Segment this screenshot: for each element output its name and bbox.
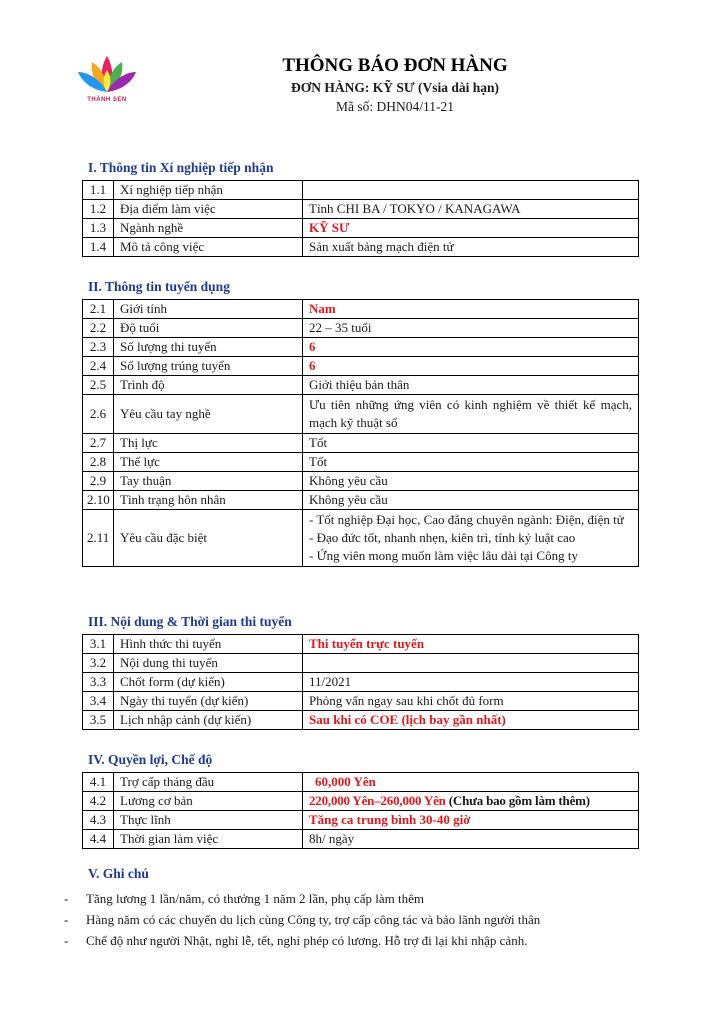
row-number: 2.2 <box>83 319 114 338</box>
row-value: Giới thiệu bản thân <box>303 376 639 395</box>
row-number: 1.2 <box>83 200 114 219</box>
list-item: - Tăng lương 1 lần/năm, có thưởng 1 năm 2 lần, phụ cấp làm thêm <box>64 891 424 906</box>
row-value <box>303 510 639 567</box>
row-label: Thực lĩnh <box>114 811 303 830</box>
salary-note: (Chưa bao gồm làm thêm) <box>448 793 590 808</box>
row-label: Hình thức thi tuyển <box>114 635 303 654</box>
requirement-line: - Tốt nghiệp Đại học, Cao đẳng chuyên ngành: Điện, điện tử <box>309 512 624 527</box>
table-row <box>83 491 639 510</box>
table-row <box>83 300 639 319</box>
row-label: Nội dung thi tuyển <box>114 654 303 673</box>
salary-range: 220,000 Yên–260,000 Yên <box>309 793 446 808</box>
table-row <box>83 319 639 338</box>
table-row <box>83 357 639 376</box>
row-value: Không yêu cầu <box>303 472 639 491</box>
row-number: 2.7 <box>83 434 114 453</box>
document-title: THÔNG BÁO ĐƠN HÀNG <box>282 55 508 76</box>
row-number: 2.9 <box>83 472 114 491</box>
document-code: Mã số: DHN04/11-21 <box>336 99 454 114</box>
row-number: 4.2 <box>83 792 114 811</box>
row-value: KỸ SƯ <box>303 219 639 238</box>
row-number: 2.11 <box>83 510 114 567</box>
row-value: Tăng ca trung bình 30-40 giờ <box>303 811 639 830</box>
section4-title: IV. Quyền lợi, Chế độ <box>88 752 213 767</box>
table-row <box>83 219 639 238</box>
section2-title: II. Thông tin tuyển dụng <box>88 279 230 294</box>
row-label: Trình độ <box>114 376 303 395</box>
row-value: 60,000 Yên <box>303 773 639 792</box>
row-label: Yêu cầu đặc biệt <box>114 510 303 567</box>
row-label: Xí nghiệp tiếp nhận <box>114 181 303 200</box>
row-number: 3.2 <box>83 654 114 673</box>
row-number: 3.4 <box>83 692 114 711</box>
row-number: 2.8 <box>83 453 114 472</box>
table-row <box>83 830 639 849</box>
table-row <box>83 673 639 692</box>
row-value: 22 – 35 tuổi <box>303 319 639 338</box>
row-label: Giới tính <box>114 300 303 319</box>
row-value: 6 <box>303 338 639 357</box>
row-number: 1.4 <box>83 238 114 257</box>
table-row <box>83 434 639 453</box>
row-value: Sản xuất bảng mạch điện tử <box>303 238 639 257</box>
note-text: Chế độ như người Nhật, nghỉ lễ, tết, nghỉ phép có lương. Hỗ trợ đi lại khi nhập cảnh. <box>86 933 528 948</box>
row-number: 2.4 <box>83 357 114 376</box>
requirement-line: - Ứng viên mong muốn làm việc lâu dài tại Công ty <box>309 548 578 563</box>
table-row <box>83 200 639 219</box>
row-value: 6 <box>303 357 639 376</box>
row-value: Thi tuyển trực tuyến <box>303 635 639 654</box>
row-value <box>303 181 639 200</box>
row-value: Ưu tiên những ứng viên có kinh nghiệm về thiết kế mạch, mạch kỹ thuật số <box>303 395 639 434</box>
section5-title: V. Ghi chú <box>88 866 149 881</box>
row-number: 4.4 <box>83 830 114 849</box>
table-row <box>83 510 639 567</box>
row-number: 2.1 <box>83 300 114 319</box>
table-row <box>83 395 639 434</box>
row-value <box>303 654 639 673</box>
table-row <box>83 792 639 811</box>
row-number: 4.1 <box>83 773 114 792</box>
table-row <box>83 773 639 792</box>
section1-table <box>82 180 639 257</box>
row-value <box>303 792 639 811</box>
section3-table <box>82 634 639 730</box>
row-number: 3.3 <box>83 673 114 692</box>
row-label: Tay thuận <box>114 472 303 491</box>
row-label: Thị lực <box>114 434 303 453</box>
row-label: Yêu cầu tay nghề <box>114 395 303 434</box>
section3-title: III. Nội dung & Thời gian thi tuyển <box>88 614 292 629</box>
list-item: - Hàng năm có các chuyến du lịch cùng Công ty, trợ cấp công tác và bảo lãnh người thân <box>64 912 541 927</box>
row-value: Nam <box>303 300 639 319</box>
table-row <box>83 181 639 200</box>
row-number: 2.10 <box>83 491 114 510</box>
table-row <box>83 811 639 830</box>
row-number: 2.5 <box>83 376 114 395</box>
section2-table <box>82 299 639 567</box>
row-number: 4.3 <box>83 811 114 830</box>
logo-text: THÀNH SEN <box>87 97 127 103</box>
row-number: 2.3 <box>83 338 114 357</box>
row-label: Tình trạng hôn nhân <box>114 491 303 510</box>
row-label: Lịch nhập cảnh (dự kiến) <box>114 711 303 730</box>
lotus-icon <box>76 48 138 96</box>
row-label: Địa điểm làm việc <box>114 200 303 219</box>
row-label: Ngày thi tuyển (dự kiến) <box>114 692 303 711</box>
row-number: 1.1 <box>83 181 114 200</box>
row-label: Thể lực <box>114 453 303 472</box>
row-value: Tốt <box>303 453 639 472</box>
table-row <box>83 654 639 673</box>
row-value: Không yêu cầu <box>303 491 639 510</box>
row-number: 3.1 <box>83 635 114 654</box>
row-number: 3.5 <box>83 711 114 730</box>
row-label: Chốt form (dự kiến) <box>114 673 303 692</box>
table-row <box>83 692 639 711</box>
row-label: Thời gian làm việc <box>114 830 303 849</box>
section4-table <box>82 772 639 849</box>
table-row <box>83 711 639 730</box>
row-value: 8h/ ngày <box>303 830 639 849</box>
row-value: 11/2021 <box>303 673 639 692</box>
note-text: Hàng năm có các chuyến du lịch cùng Công ty, trợ cấp công tác và bảo lãnh người thân <box>86 912 541 927</box>
row-value: Phỏng vấn ngay sau khi chốt đủ form <box>303 692 639 711</box>
row-value: Tốt <box>303 434 639 453</box>
row-label: Số lượng trúng tuyển <box>114 357 303 376</box>
row-value: Tỉnh CHI BA / TOKYO / KANAGAWA <box>303 200 639 219</box>
document-subtitle: ĐƠN HÀNG: KỸ SƯ (Vsia dài hạn) <box>290 80 500 95</box>
list-item: - Chế độ như người Nhật, nghỉ lễ, tết, nghỉ phép có lương. Hỗ trợ đi lại khi nhập cảnh. <box>64 933 528 948</box>
table-row <box>83 238 639 257</box>
row-label: Độ tuổi <box>114 319 303 338</box>
notes-list <box>58 888 648 951</box>
row-label: Lương cơ bản <box>114 792 303 811</box>
row-number: 2.6 <box>83 395 114 434</box>
note-text: Tăng lương 1 lần/năm, có thưởng 1 năm 2 lần, phụ cấp làm thêm <box>86 891 424 906</box>
document-header <box>260 54 530 116</box>
requirement-line: - Đạo đức tốt, nhanh nhẹn, kiên trì, tính kỷ luật cao <box>309 530 576 545</box>
row-value: Sau khi có COE (lịch bay gần nhất) <box>303 711 639 730</box>
row-number: 1.3 <box>83 219 114 238</box>
section1-title: I. Thông tin Xí nghiệp tiếp nhận <box>88 160 274 175</box>
row-label: Trợ cấp tháng đầu <box>114 773 303 792</box>
row-label: Mô tả công việc <box>114 238 303 257</box>
table-row <box>83 453 639 472</box>
table-row <box>83 376 639 395</box>
row-label: Số lượng thi tuyển <box>114 338 303 357</box>
table-row <box>83 472 639 491</box>
company-logo <box>72 48 142 112</box>
row-label: Ngành nghề <box>114 219 303 238</box>
table-row <box>83 635 639 654</box>
table-row <box>83 338 639 357</box>
